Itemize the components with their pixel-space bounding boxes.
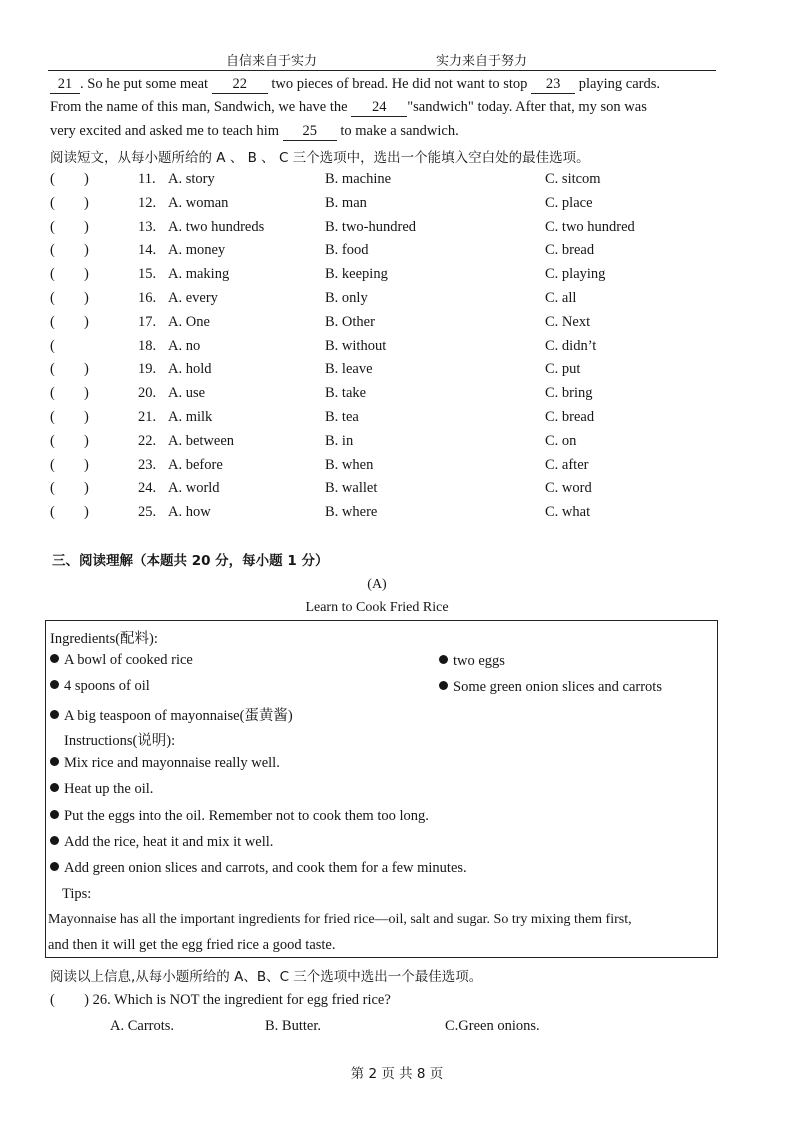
answer-paren: ( <box>50 171 55 187</box>
question-row <box>50 242 740 264</box>
bullet-icon <box>50 836 59 845</box>
answer-paren-close: ) <box>84 992 89 1008</box>
question-number: 18. <box>138 337 157 354</box>
blank-25: 25 <box>283 123 337 141</box>
passage-line-2 <box>50 96 720 118</box>
passage-text: "sandwich" today. After that, my son was <box>407 99 647 115</box>
option-c: C. Next <box>545 313 591 330</box>
passage-text: . So he put some meat <box>80 76 209 92</box>
option-b: B. Other <box>325 313 375 330</box>
blank-23: 23 <box>531 76 575 94</box>
option-c: C. bring <box>545 385 593 402</box>
bullet-icon <box>50 680 59 689</box>
option-b: B. when <box>325 456 374 473</box>
answer-paren-close: ) <box>84 480 89 497</box>
answer-paren-close: ) <box>84 504 89 521</box>
option-c: C. place <box>545 194 593 211</box>
option-c: C. all <box>545 290 577 306</box>
option-a: A. milk <box>168 409 213 425</box>
passage-text: From the name of this man, Sandwich, we have the <box>50 99 348 115</box>
question-row <box>50 266 740 288</box>
answer-paren: ( <box>50 409 55 425</box>
answer-paren-close: ) <box>84 313 89 330</box>
answer-paren: ( <box>50 242 55 259</box>
option-a: A. before <box>168 456 223 473</box>
question-row <box>50 314 740 336</box>
question-number: 15. <box>138 266 157 283</box>
answer-paren-close: ) <box>84 194 89 211</box>
question-row <box>50 195 740 217</box>
option-c: C. sitcom <box>545 171 601 187</box>
recipe-box <box>45 620 718 958</box>
option-b: B. without <box>325 337 387 354</box>
option-b: B. in <box>325 432 354 449</box>
option-b: B. machine <box>325 171 392 187</box>
option-b: B. food <box>325 242 369 259</box>
question-26 <box>50 992 391 1009</box>
option-a: A. every <box>168 290 218 306</box>
bullet-icon <box>439 681 448 690</box>
bullet-icon <box>50 862 59 871</box>
question-number: 12. <box>138 194 157 211</box>
question-number: 20. <box>138 385 157 402</box>
answer-paren: ( <box>50 313 55 330</box>
answer-paren: ( <box>50 290 55 306</box>
question-number: 23. <box>138 456 157 473</box>
ingredient-item: two eggs <box>439 653 505 670</box>
answer-paren: ( <box>50 480 55 497</box>
header-right-motto: 实力来自于努力 <box>436 54 528 69</box>
header-left-motto: 自信来自于实力 <box>226 54 318 69</box>
question-row <box>50 385 740 407</box>
question-row <box>50 457 740 479</box>
option-b: B. tea <box>325 409 359 425</box>
answer-paren-close: ) <box>84 385 89 402</box>
tips-text: Mayonnaise has all the important ingredients for fried rice—oil, salt and sugar. So try mixing them first, <box>48 912 632 927</box>
passage-line-1 <box>50 73 720 95</box>
option-c: C. bread <box>545 242 595 259</box>
option-c: C. after <box>545 456 589 473</box>
question-row <box>50 361 740 383</box>
section-title: 三、阅读理解（本题共 20 分，每小题 1 分） <box>52 553 329 569</box>
question-row <box>50 480 740 502</box>
option-b: B. take <box>325 385 367 402</box>
question-number: 25. <box>138 504 157 521</box>
answer-paren: ( <box>50 992 55 1008</box>
answer-paren: ( <box>50 194 55 211</box>
question-row <box>50 338 740 360</box>
question-26-text: 26. Which is NOT the ingredient for egg fried rice? <box>92 992 391 1008</box>
passage-line-3 <box>50 120 720 142</box>
instruction-step: Add the rice, heat it and mix it well. <box>50 834 273 851</box>
answer-paren: ( <box>50 504 55 521</box>
option-c: C. didn’t <box>545 337 597 354</box>
option-a: A. making <box>168 266 230 283</box>
reading-instruction: 阅读以上信息,从每小题所给的 A、B、C 三个选项中选出一个最佳选项。 <box>50 969 483 985</box>
instruction-step: Heat up the oil. <box>50 781 153 798</box>
question-row <box>50 290 740 312</box>
recipe-title: Learn to Cook Fried Rice <box>305 600 449 615</box>
passage-text: two pieces of bread. He did not want to stop <box>271 76 528 92</box>
option-b: B. man <box>325 194 367 211</box>
answer-paren: ( <box>50 361 55 378</box>
answer-paren-close: ) <box>84 432 89 449</box>
option-c: C. word <box>545 480 592 497</box>
option-c: C. bread <box>545 409 595 425</box>
option-a: A. how <box>168 504 211 521</box>
option-b: B. two-hundred <box>325 218 417 235</box>
ingredient-item: A big teaspoon of mayonnaise(蛋黄酱) <box>50 704 293 725</box>
option-b: B. wallet <box>325 480 378 497</box>
bullet-icon <box>50 654 59 663</box>
option-b: B. keeping <box>325 266 388 283</box>
answer-paren-close: ) <box>84 266 89 283</box>
blank-21: 21 <box>50 76 80 94</box>
blank-22: 22 <box>212 76 268 94</box>
answer-paren: ( <box>50 337 55 354</box>
header-divider <box>48 70 716 71</box>
ingredients-label: Ingredients(配料): <box>50 631 158 647</box>
page-header <box>0 50 794 70</box>
answer-paren: ( <box>50 266 55 283</box>
question-row <box>50 504 740 526</box>
option-b: B. where <box>325 504 378 521</box>
option-a: A. woman <box>168 194 229 211</box>
question-number: 14. <box>138 242 157 259</box>
bullet-icon <box>50 757 59 766</box>
question-number: 13. <box>138 218 157 235</box>
passage-text: to make a sandwich. <box>340 123 459 139</box>
option-a: A. two hundreds <box>168 218 265 235</box>
answer-paren-close: ) <box>84 290 89 306</box>
question-row <box>50 409 740 431</box>
answer-paren-close: ) <box>84 171 89 187</box>
question-row <box>50 171 740 193</box>
option-a: A. story <box>168 171 215 187</box>
option-c: C. put <box>545 361 581 378</box>
bullet-icon <box>50 783 59 792</box>
instruction-step: Add green onion slices and carrots, and cook them for a few minutes. <box>50 860 467 877</box>
option-a: A. world <box>168 480 220 497</box>
answer-paren-close: ) <box>84 409 89 425</box>
answer-paren-close: ) <box>84 218 89 235</box>
option-c: C. on <box>545 432 577 449</box>
ingredient-item: 4 spoons of oil <box>50 678 150 695</box>
passage-text: very excited and asked me to teach him <box>50 123 280 139</box>
bullet-icon <box>50 710 59 719</box>
question-number: 24. <box>138 480 157 497</box>
answer-paren: ( <box>50 456 55 473</box>
answer-paren: ( <box>50 218 55 235</box>
question-number: 16. <box>138 290 157 306</box>
instruction-step: Mix rice and mayonnaise really well. <box>50 755 280 772</box>
option-a: A. One <box>168 313 210 330</box>
option-c: C. two hundred <box>545 218 635 235</box>
option-a: A. money <box>168 242 226 259</box>
question-number: 17. <box>138 313 157 330</box>
option-a: A. no <box>168 337 201 354</box>
page-number: 第 2 页 共 8 页 <box>350 1066 444 1082</box>
question-row <box>50 219 740 241</box>
answer-paren-close: ) <box>84 456 89 473</box>
answer-paren: ( <box>50 432 55 449</box>
instructions-label: Instructions(说明): <box>64 733 176 749</box>
question-number: 11. <box>138 171 156 187</box>
option-b: B. Butter. <box>265 1018 321 1034</box>
answer-paren-close: ) <box>84 361 89 378</box>
question-number: 19. <box>138 361 157 378</box>
bullet-icon <box>439 655 448 664</box>
tips-label: Tips: <box>62 886 92 902</box>
cloze-instruction: 阅读短文，从每小题所给的 A 、 B 、 C 三个选项中，选出一个能填入空白处的最佳选项。 <box>50 150 590 166</box>
passage-label: (A) <box>367 577 387 592</box>
option-c: C. what <box>545 504 591 521</box>
option-b: B. leave <box>325 361 373 378</box>
option-a: A. Carrots. <box>110 1018 175 1034</box>
option-a: A. between <box>168 432 235 449</box>
question-number: 21. <box>138 409 157 425</box>
blank-24: 24 <box>351 99 407 117</box>
option-c: C. playing <box>545 266 606 283</box>
option-b: B. only <box>325 290 368 306</box>
tips-text: and then it will get the egg fried rice a good taste. <box>48 937 336 953</box>
question-row <box>50 433 740 455</box>
bullet-icon <box>50 810 59 819</box>
answer-paren: ( <box>50 385 55 402</box>
option-c: C.Green onions. <box>445 1018 540 1034</box>
option-a: A. use <box>168 385 206 402</box>
ingredient-item: A bowl of cooked rice <box>50 652 193 669</box>
answer-paren-close: ) <box>84 242 89 259</box>
ingredient-item: Some green onion slices and carrots <box>439 679 662 696</box>
instruction-step: Put the eggs into the oil. Remember not to cook them too long. <box>50 808 429 825</box>
passage-text: playing cards. <box>578 76 661 92</box>
question-number: 22. <box>138 432 157 449</box>
option-a: A. hold <box>168 361 212 378</box>
